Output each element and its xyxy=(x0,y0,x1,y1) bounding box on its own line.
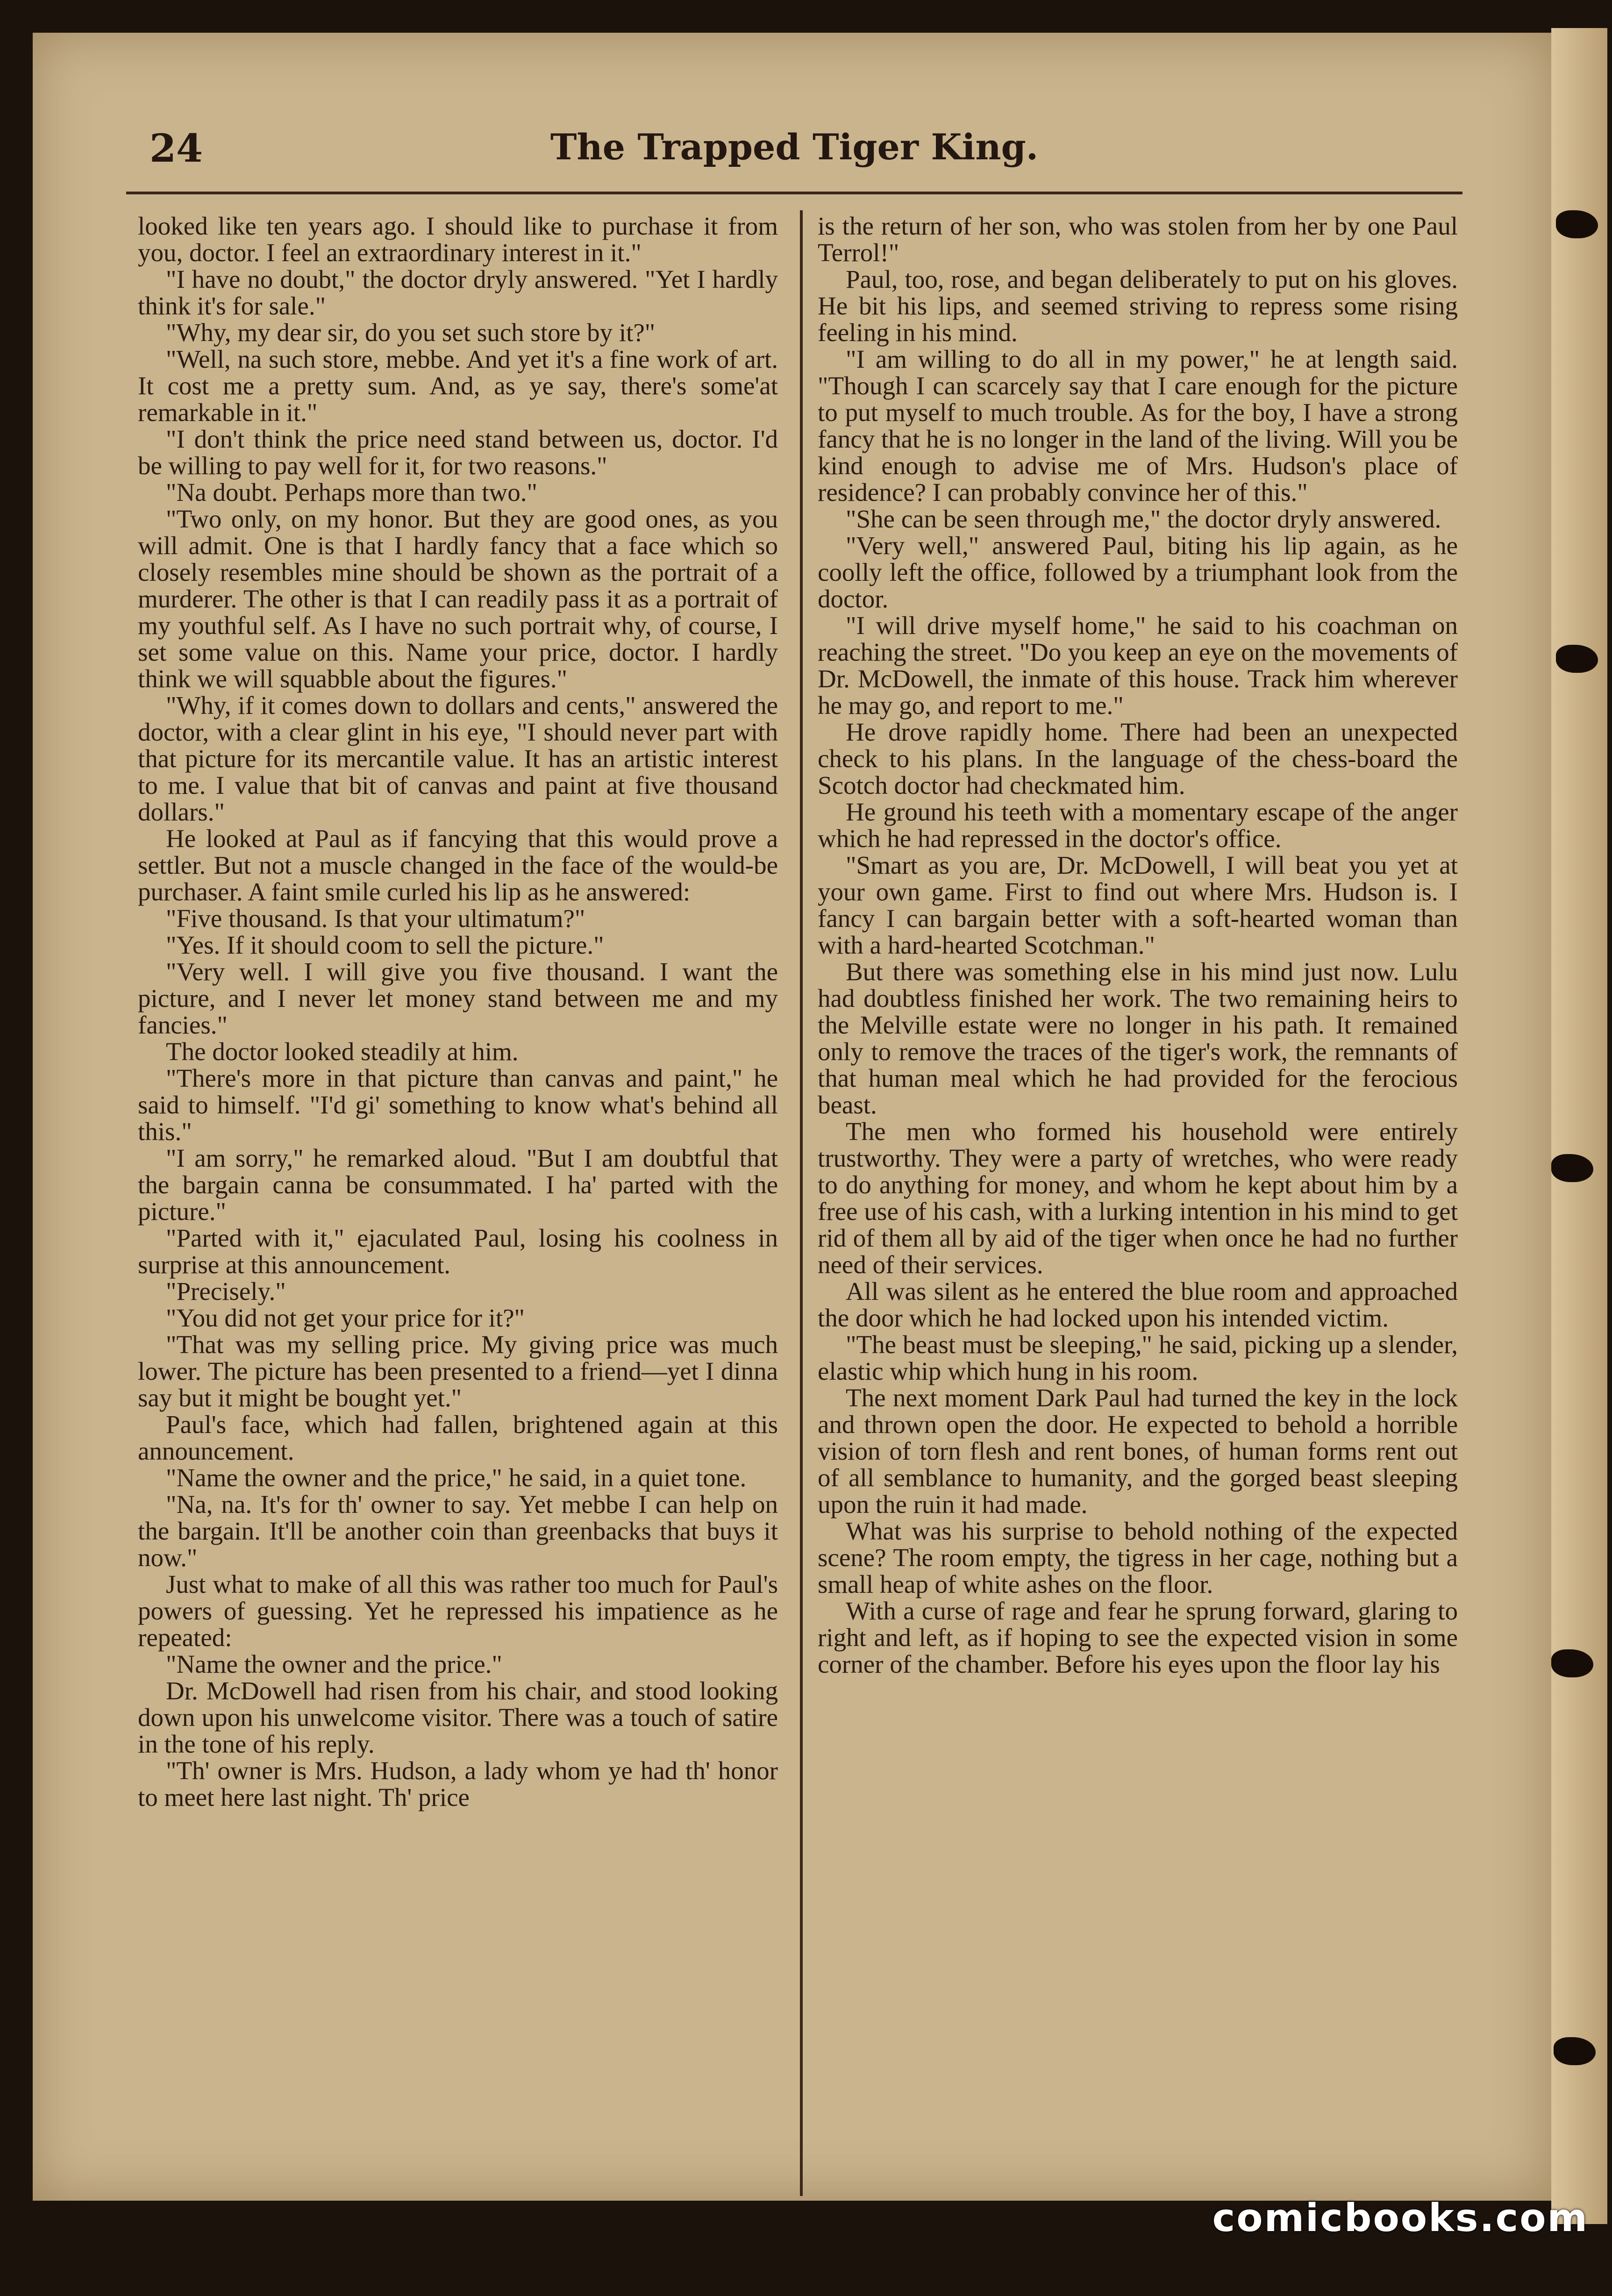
left-column xyxy=(138,213,778,1811)
paragraph: "Very well. I will give you five thousand. I want the picture, and I never let money stand between me and my fancies." xyxy=(138,957,778,1039)
paragraph: "I will drive myself home," he said to his coachman on reaching the street. "Do you keep an eye on the movements of Dr. McDowell, the inmate of this house. Track him wherever he may go, and report to me." xyxy=(818,611,1458,720)
paragraph: "Smart as you are, Dr. McDowell, I will beat you yet at your own game. First to find out where Mrs. Hudson is. I fancy I can bargain better with a soft-hearted woman than with a hard-hearted Scotchman." xyxy=(818,851,1458,959)
paragraph: All was silent as he entered the blue room and approached the door which he had locked upon his intended victim. xyxy=(818,1277,1458,1332)
paragraph: Paul's face, which had fallen, brightened again at this announcement. xyxy=(138,1410,778,1465)
adjacent-page-edge xyxy=(1551,28,1607,2224)
paragraph: "I don't think the price need stand between us, doctor. I'd be willing to pay well for it, for two reasons." xyxy=(138,425,778,480)
paragraph: "Name the owner and the price," he said, in a quiet tone. xyxy=(166,1463,747,1492)
header-rule xyxy=(126,192,1462,194)
paragraph: "You did not get your price for it?" xyxy=(166,1304,525,1332)
paragraph: "Th' owner is Mrs. Hudson, a lady whom ye had th' honor to meet here last night. Th' price xyxy=(138,1756,778,1811)
paragraph: "Why, if it comes down to dollars and cents," answered the doctor, with a clear glint in his eye, "I should never part with that picture for its mercantile value. It has an artistic interest to me. I value that bit of canvas and paint at five thousand dollars." xyxy=(138,691,778,826)
page-number: 24 xyxy=(150,126,203,171)
paragraph: The doctor looked steadily at him. xyxy=(166,1037,519,1066)
paragraph: He drove rapidly home. There had been an unexpected check to his plans. In the language of the chess-board the Scotch doctor had checkmated him. xyxy=(818,718,1458,799)
paragraph: "She can be seen through me," the doctor dryly answered. xyxy=(846,505,1441,533)
page-header xyxy=(121,121,1467,173)
paragraph: "Na doubt. Perhaps more than two." xyxy=(166,478,537,506)
paragraph: What was his surprise to behold nothing of the expected scene? The room empty, the tigress in her cage, nothing but a small heap of white ashes on the floor. xyxy=(818,1517,1458,1598)
paragraph: is the return of her son, who was stolen from her by one Paul Terrol!" xyxy=(818,212,1458,267)
paragraph: Dr. McDowell had risen from his chair, and stood looking down upon his unwelcome visitor. There was a touch of satire in the tone of his reply. xyxy=(138,1676,778,1758)
paragraph: "Na, na. It's for th' owner to say. Yet mebbe I can help on the bargain. It'll be another coin than greenbacks that buys it now." xyxy=(138,1490,778,1572)
paragraph: "I have no doubt," the doctor dryly answered. "Yet I hardly think it's for sale." xyxy=(138,265,778,320)
paragraph: "Parted with it," ejaculated Paul, losing his coolness in surprise at this announcement. xyxy=(138,1224,778,1279)
right-column xyxy=(818,213,1458,1677)
paragraph: "Five thousand. Is that your ultimatum?" xyxy=(166,904,585,933)
site-watermark: comicbooks.com xyxy=(1212,2196,1589,2240)
running-title: The Trapped Tiger King. xyxy=(550,126,1039,168)
paragraph: "Yes. If it should coom to sell the picture." xyxy=(166,931,604,959)
paragraph: "Well, na such store, mebbe. And yet it's a fine work of art. It cost me a pretty sum. And, as ye say, there's some'at remarkable in it." xyxy=(138,345,778,427)
paragraph: "Very well," answered Paul, biting his lip again, as he coolly left the office, followed by a triumphant look from the doctor. xyxy=(818,531,1458,613)
paragraph: "There's more in that picture than canvas and paint," he said to himself. "I'd gi' something to know what's behind all this." xyxy=(138,1064,778,1146)
paragraph: He ground his teeth with a momentary escape of the anger which he had repressed in the doctor's office. xyxy=(818,798,1458,853)
paragraph: Paul, too, rose, and began deliberately to put on his gloves. He bit his lips, and seemed striving to repress some rising feeling in his mind. xyxy=(818,265,1458,347)
paragraph: "Name the owner and the price." xyxy=(166,1650,502,1678)
paragraph: The next moment Dark Paul had turned the key in the lock and thrown open the door. He expected to behold a horrible vision of torn flesh and rent bones, of human forms rent out of all semblance to humanity, and the gorged beast sleeping upon the ruin it had made. xyxy=(818,1383,1458,1519)
paragraph: But there was something else in his mind just now. Lulu had doubtless finished her work. The two remaining heirs to the Melville estate were no longer in his path. It remained only to remove the traces of the tiger's work, the remnants of that human meal which he had provided for the ferocious beast. xyxy=(818,957,1458,1119)
paragraph: "Two only, on my honor. But they are good ones, as you will admit. One is that I hardly fancy that a face which so closely resembles mine should be shown as the portrait of a murderer. The other is that I can readily pass it as a portrait of my youthful self. As I have no such portrait why, of course, I set some value on this. Name your price, doctor. I hardly think we will squabble about the figures." xyxy=(138,505,778,693)
paragraph: looked like ten years ago. I should like to purchase it from you, doctor. I feel an extraordinary interest in it." xyxy=(138,212,778,267)
paragraph: He looked at Paul as if fancying that this would prove a settler. But not a muscle changed in the face of the would-be purchaser. A faint smile curled his lip as he answered: xyxy=(138,824,778,906)
paragraph: "Precisely." xyxy=(166,1277,286,1305)
paragraph: The men who formed his household were entirely trustworthy. They were a party of wretches, who were ready to do anything for money, and whom he kept about him by a free use of his cash, with a lurking intention in his mind to get rid of them all by aid of the tiger when once he had no further need of their services. xyxy=(818,1117,1458,1279)
paragraph: "I am sorry," he remarked aloud. "But I am doubtful that the bargain canna be consummated. I ha' parted with the picture." xyxy=(138,1144,778,1226)
paragraph: "That was my selling price. My giving price was much lower. The picture has been presented to a friend—yet I dinna say but it might be bought yet." xyxy=(138,1330,778,1412)
paragraph: "Why, my dear sir, do you set such store by it?" xyxy=(166,318,656,347)
paragraph: With a curse of rage and fear he sprung forward, glaring to right and left, as if hoping to see the expected vision in some corner of the chamber. Before his eyes upon the floor lay his xyxy=(818,1597,1458,1678)
paragraph: Just what to make of all this was rather too much for Paul's powers of guessing. Yet he repressed his impatience as he repeated: xyxy=(138,1570,778,1652)
paragraph: "I am willing to do all in my power," he at length said. "Though I can scarcely say that I care enough for the picture to put myself to much trouble. As for the boy, I have a strong fancy that he is no longer in the land of the living. Will you be kind enough to advise me of Mrs. Hudson's place of residence? I can probably convince her of this." xyxy=(818,345,1458,506)
paragraph: "The beast must be sleeping," he said, picking up a slender, elastic whip which hung in his room. xyxy=(818,1330,1458,1385)
column-divider xyxy=(800,210,803,2196)
